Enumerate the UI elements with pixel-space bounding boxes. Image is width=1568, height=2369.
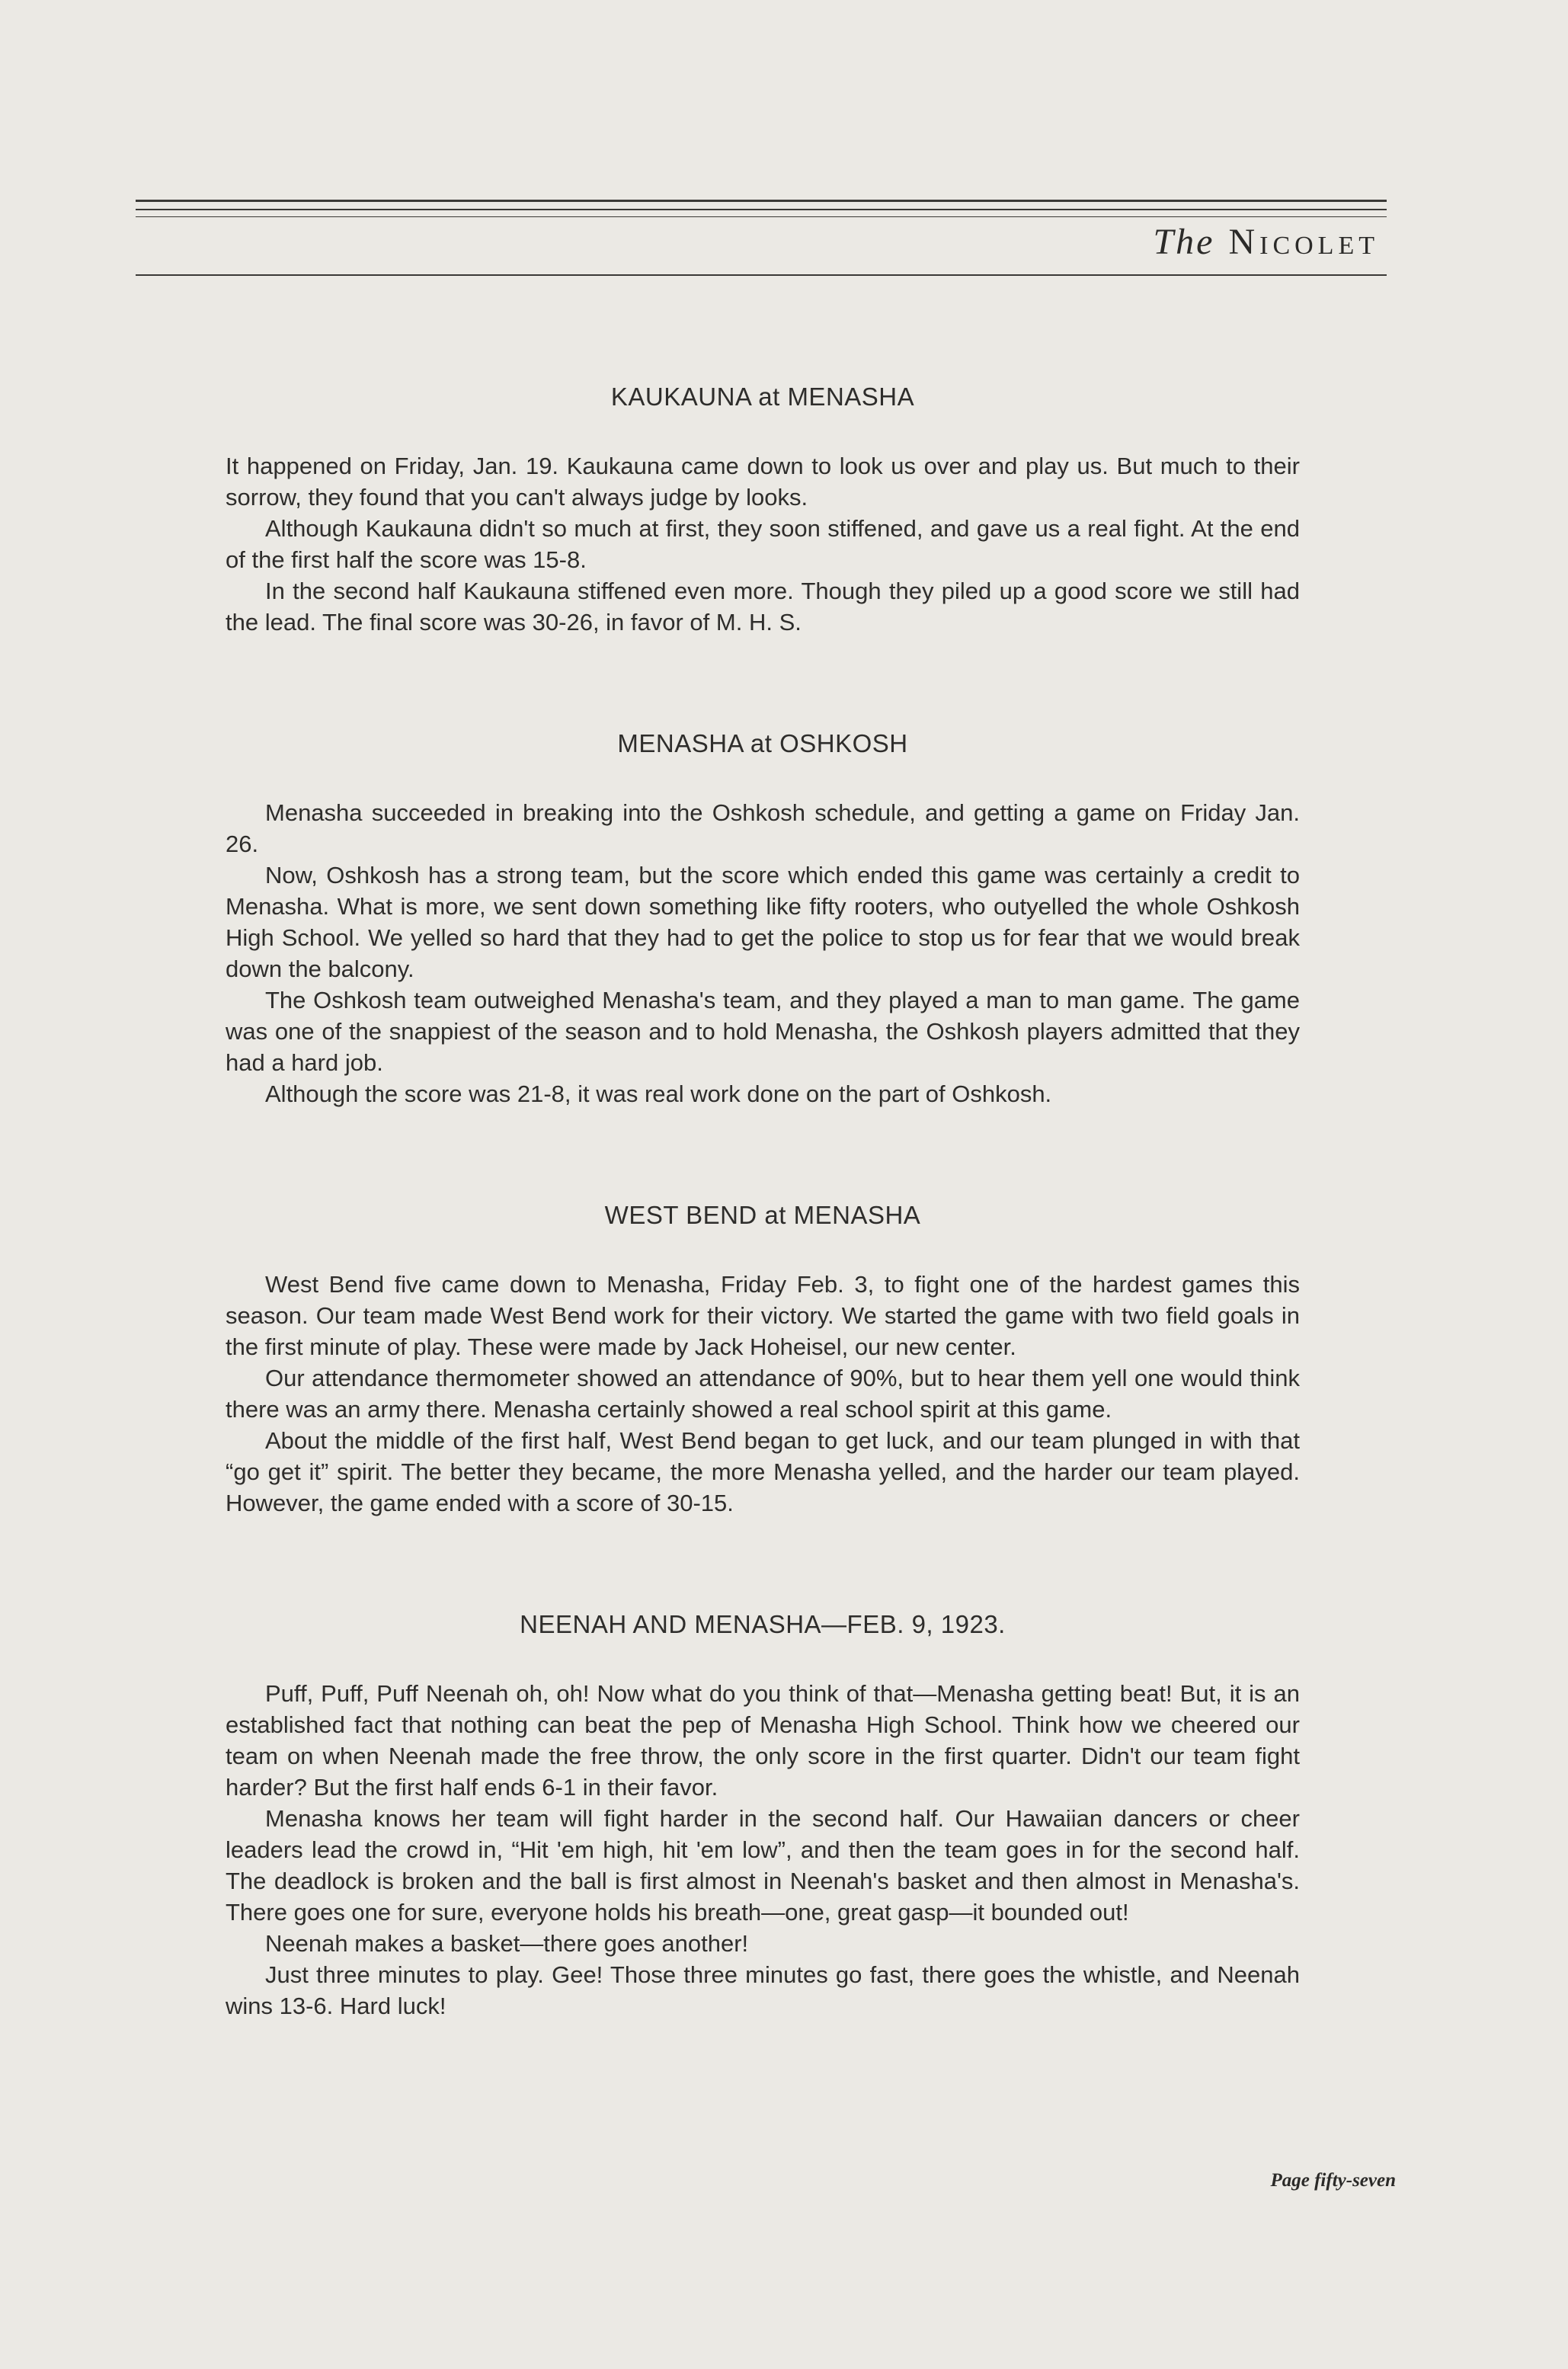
header-rule-second: [136, 209, 1387, 210]
header-rule-bottom: [136, 274, 1387, 276]
section-heading: NEENAH AND MENASHA—FEB. 9, 1923.: [520, 1610, 1006, 1638]
paragraph: About the middle of the first half, West Bend began to get luck, and our team plunged in with that “go get it” spirit. The better they became, the more Menasha yelled, and the harder our team played. However, the game ended with a score of 30-15.: [226, 1427, 1300, 1516]
paragraph: The Oshkosh team outweighed Menasha's team, and they played a man to man game. The game was one of the snappiest of the season and to hold Menasha, the Oshkosh players admitted that they had a hard job.: [226, 987, 1300, 1076]
header-rule-top: [136, 200, 1387, 202]
header-nicolet: Nicolet: [1228, 222, 1379, 262]
section-kaukauna-at-menasha: [226, 381, 1300, 638]
paragraph: Menasha succeeded in breaking into the Oshkosh schedule, and getting a game on Friday Jan. 26.: [226, 799, 1300, 857]
paragraph: It happened on Friday, Jan. 19. Kaukauna came down to look us over and play us. But much to their sorrow, they found that you can't always judge by looks.: [226, 453, 1300, 511]
paragraph: Now, Oshkosh has a strong team, but the score which ended this game was certainly a credit to Menasha. What is more, we sent down something like fifty rooters, who outyelled the whole Oshkosh High School. We yelled so hard that they had to get the police to stop us for fear that we would break down the balcony.: [226, 862, 1300, 982]
section-heading: KAUKAUNA at MENASHA: [610, 383, 915, 411]
header-rule-third: [136, 216, 1387, 217]
running-header: [1153, 221, 1379, 263]
section-menasha-at-oshkosh: [226, 728, 1300, 1109]
paragraph: Puff, Puff, Puff Neenah oh, oh! Now what do you think of that—Menasha getting beat! But, it is an established fact that nothing can beat the pep of Menasha High School. Think how we cheered our team on when Neenah made the free throw, the only score in the first quarter. Didn't our team fight harder? But the first half ends 6-1 in their favor.: [226, 1680, 1300, 1801]
section-heading: MENASHA at OSHKOSH: [617, 729, 908, 757]
paragraph: Although the score was 21-8, it was real work done on the part of Oshkosh.: [265, 1080, 1052, 1107]
paragraph: Neenah makes a basket—there goes another!: [265, 1930, 749, 1957]
paragraph: Our attendance thermometer showed an attendance of 90%, but to hear them yell one would think there was an army there. Menasha certainly showed a real school spirit at this game.: [226, 1365, 1300, 1423]
paragraph: Menasha knows her team will fight harder in the second half. Our Hawaiian dancers or cheer leaders lead the crowd in, “Hit 'em high, hit 'em low”, and then the team goes in for the second half. The deadlock is broken and the ball is first almost in Neenah's basket and then almost in Menasha's. There goes one for sure, everyone holds his breath—one, great gasp—it bounded out!: [226, 1805, 1300, 1926]
paragraph: Just three minutes to play. Gee! Those three minutes go fast, there goes the whistle, and Neenah wins 13-6. Hard luck!: [226, 1961, 1300, 2019]
paragraph: West Bend five came down to Menasha, Friday Feb. 3, to fight one of the hardest games this season. Our team made West Bend work for their victory. We started the game with two field goals in the first minute of play. These were made by Jack Hoheisel, our new center.: [226, 1271, 1300, 1360]
section-heading: WEST BEND at MENASHA: [604, 1201, 921, 1229]
page-number: Page fifty-seven: [1270, 2170, 1396, 2191]
article-body: [226, 381, 1300, 2111]
paragraph: Although Kaukauna didn't so much at first, they soon stiffened, and gave us a real fight. At the end of the first half the score was 15-8.: [226, 515, 1300, 573]
section-neenah-and-menasha: [226, 1609, 1300, 2022]
paragraph: In the second half Kaukauna stiffened even more. Though they piled up a good score we still had the lead. The final score was 30-26, in favor of M. H. S.: [226, 578, 1300, 635]
header-the: The: [1153, 222, 1215, 262]
section-west-bend-at-menasha: [226, 1199, 1300, 1519]
